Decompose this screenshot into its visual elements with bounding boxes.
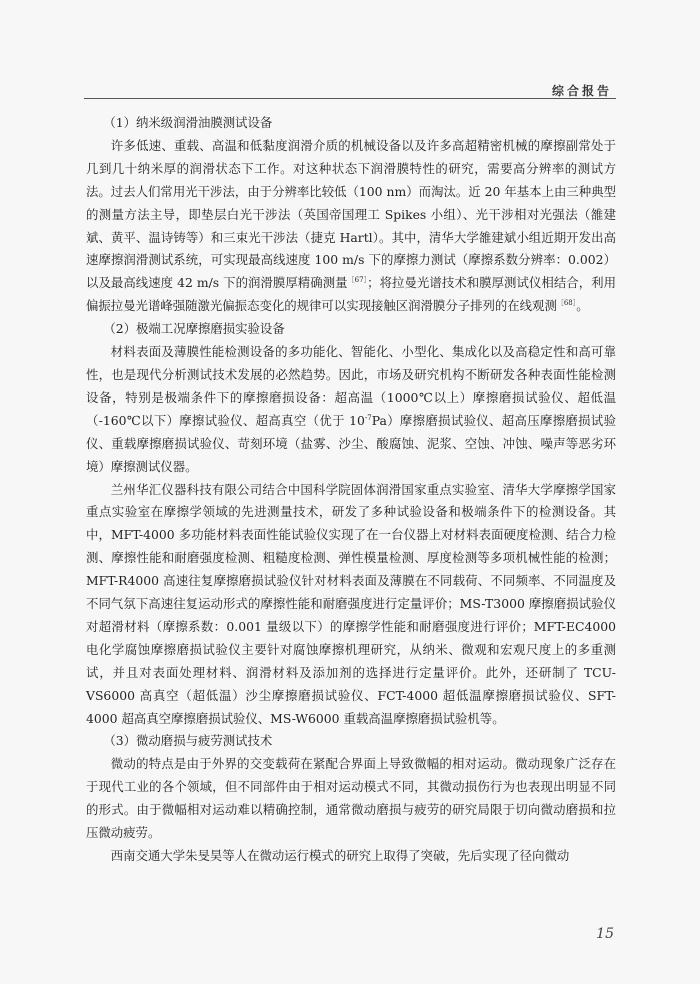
citation[interactable]: ［68］ bbox=[556, 299, 577, 308]
running-header: 综合报告 bbox=[551, 84, 612, 98]
paragraph: 兰州华汇仪器科技有限公司结合中国科学院固体润滑国家重点实验室、清华大学摩擦学国家重点实验室在摩擦学领域的先进测量技术，研发了多种试验设备和极端条件下的检测设备。其中，MFT-4000 多功能材料表面性能试验仪实现了在一台仪器上对材料表面硬度检测、结合力检测、摩擦性能和耐磨强度检测、粗糙度检测、弹性模量检测、厚度检测等多项机械性能的检测；MFT-R4000 高速往复摩擦磨损试验仪针对材料表面及薄膜在不同载荷、不同频率、不同温度及不同气氛下高速往复运动形式的摩擦性能和耐磨强度进行定量评价；MS-T3000 摩擦磨损试验仪对超滑材料（摩擦系数：0.001 量级以下）的摩擦学性能和耐磨强度进行评价；MFT-EC4000 电化学腐蚀摩擦磨损试验仪主要针对腐蚀摩擦机理研究，从纳米、微观和宏观尺度上的多重测试，并且对表面处理材料、润滑材料及添加剂的选择进行定量评价。此外，还研制了 TCU-VS6000 高真空（超低温）沙尘摩擦磨损试验仪、FCT-4000 超低温摩擦磨损试验仪、SFT-4000 超高真空摩擦磨损试验仪、MS-W6000 重载高温摩擦磨损试验机等。 bbox=[86, 481, 616, 726]
paragraph: 西南交通大学朱旻昊等人在微动运行模式的研究上取得了突破，先后实现了径向微动 bbox=[110, 848, 570, 863]
paragraph-text: ；将拉曼光谱技术和膜厚测试仪相结合，利用偏振拉曼光谱峰强随激光偏振态变化的规律可以实现接触区润滑膜分子排列的在线观测 bbox=[86, 275, 616, 314]
body-text bbox=[86, 112, 616, 868]
paragraph-text: Pa）摩擦磨损试验仪、超高压摩擦磨损试验仪、重载摩擦磨损试验仪、苛刻环境（盐雾、沙尘、酸腐蚀、泥浆、空蚀、冲蚀、噪声等恶劣环境）摩擦测试仪器。 bbox=[86, 412, 617, 474]
section-heading-3: （3）微动磨损与疲劳测试技术 bbox=[103, 733, 273, 749]
paragraph-text: 材料表面及薄膜性能检测设备的多功能化、智能化、小型化、集成化以及高稳定性和高可靠性，也是现代分析测试技术发展的必然趋势。因此，市场及研究机构不断研发各种表面性能检测设备，特别是极端条件下的摩擦磨损设备：超高温（1000℃以上）摩擦磨损试验仪、超低温（-160℃以下）摩擦试验仪、超高真空（优于 10 bbox=[86, 344, 616, 428]
paragraph-text: 。 bbox=[576, 298, 589, 314]
section-heading-2: （2）极端工况摩擦磨损实验设备 bbox=[103, 321, 285, 337]
paragraph bbox=[86, 341, 616, 478]
page-number: 15 bbox=[596, 926, 614, 942]
section-heading-1: （1）纳米级润滑油膜测试设备 bbox=[103, 115, 273, 130]
exponent: -7 bbox=[364, 413, 372, 422]
paragraph-text: 许多低速、重载、高温和低黏度润滑介质的机械设备以及许多高超精密机械的摩擦副常处于几到几十纳米厚的润滑状态下工作。对这种状态下润滑膜特性的研究，需要高分辨率的测试方法。过去人们常用光干涉法，由于分辨率比较低（100 nm）而淘汰。近 20 年基本上由三种典型的测量方法主导，即垫层白光干涉法（英国帝国理工 Spikes 小组）、光干涉相对光强法（雒建斌、黄平、温诗铸等）和三束光干涉法（捷克 Hartl）。其中，清华大学雒建斌小组近期开发出高速摩擦润滑测试系统，可实现最高线速度 100 m/s 下的摩擦力测试（摩擦系数分辨率：0.002）以及最高线速度 42 m/s 下的润滑膜厚精确测量 bbox=[86, 137, 616, 291]
citation[interactable]: ［67］ bbox=[347, 276, 368, 285]
paragraph: 微动的特点是由于外界的交变载荷在紧配合界面上导致微幅的相对运动。微动现象广泛存在于现代工业的各个领域，但不同部件由于相对运动模式不同，其微动损伤行为也表现出明显不同的形式。由于微幅相对运动难以精确控制，通常微动磨损与疲劳的研究局限于切向微动磨损和拉压微动疲劳。 bbox=[86, 756, 616, 841]
paragraph bbox=[86, 135, 616, 318]
header-divider bbox=[84, 98, 616, 99]
